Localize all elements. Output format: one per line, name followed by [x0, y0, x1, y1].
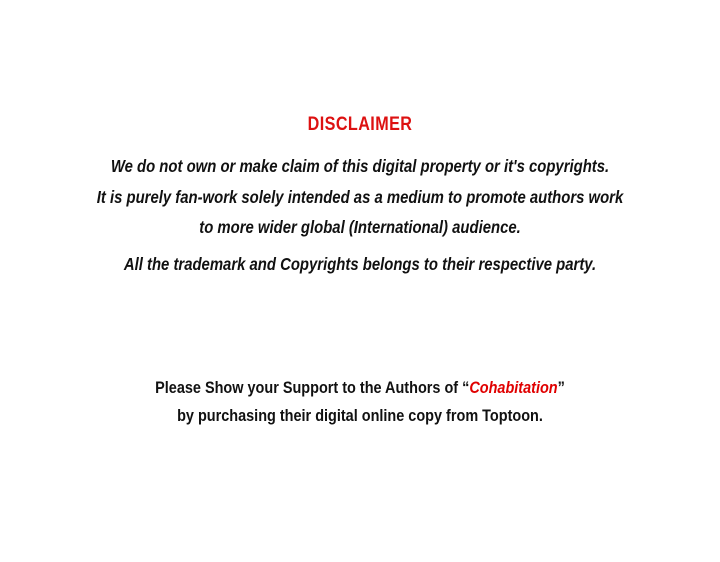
disclaimer-title: DISCLAIMER	[307, 114, 413, 135]
disclaimer-body-line-2: It is purely fan-work solely intended as a medium to promote authors work	[96, 186, 624, 207]
support-line-1-suffix: ”	[557, 378, 565, 397]
disclaimer-body-line-3: to more wider global (International) audience.	[199, 217, 521, 237]
support-note	[0, 374, 720, 430]
support-line-1	[54, 374, 666, 402]
disclaimer-body-line-1: We do not own or make claim of this digital property or it's copyrights.	[110, 156, 610, 176]
disclaimer-title-block	[0, 114, 720, 136]
disclaimer-body	[0, 151, 720, 243]
trademark-notice	[0, 249, 720, 280]
trademark-line: All the trademark and Copyrights belongs to their respective party.	[123, 254, 597, 274]
support-line-1-prefix: Please Show your Support to the Authors of “	[155, 378, 470, 397]
support-line-2: by purchasing their digital online copy from Toptoon.	[177, 406, 543, 425]
series-title: Cohabitation	[469, 378, 558, 397]
